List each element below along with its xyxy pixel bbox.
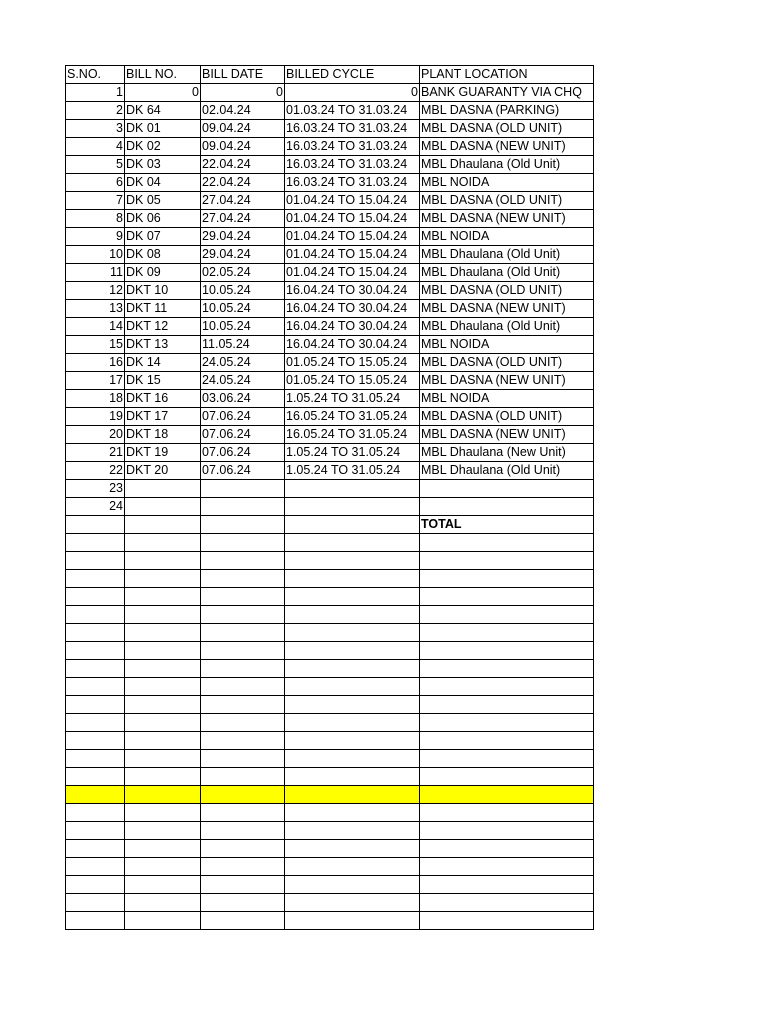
cell-bill-no[interactable]: DKT 17: [125, 408, 201, 426]
empty-cell[interactable]: [201, 696, 285, 714]
empty-cell[interactable]: [201, 606, 285, 624]
empty-cell[interactable]: [285, 534, 420, 552]
empty-cell[interactable]: [201, 678, 285, 696]
cell-bill-no[interactable]: DK 06: [125, 210, 201, 228]
empty-cell[interactable]: [420, 570, 594, 588]
table-row: [66, 264, 594, 282]
cell-bill-date[interactable]: 27.04.24: [201, 210, 285, 228]
empty-cell[interactable]: [66, 606, 125, 624]
cell-sno[interactable]: 3: [66, 120, 125, 138]
cell-bill-no[interactable]: DKT 12: [125, 318, 201, 336]
cell-sno[interactable]: 15: [66, 336, 125, 354]
cell-plant-location[interactable]: MBL NOIDA: [420, 174, 594, 192]
empty-cell[interactable]: [285, 750, 420, 768]
empty-row: [66, 822, 594, 840]
empty-row: [66, 840, 594, 858]
empty-cell[interactable]: [66, 750, 125, 768]
empty-cell[interactable]: [420, 624, 594, 642]
empty-cell[interactable]: [285, 822, 420, 840]
cell-bill-no[interactable]: DKT 16: [125, 390, 201, 408]
empty-row: [66, 696, 594, 714]
empty-cell[interactable]: [420, 732, 594, 750]
empty-cell[interactable]: [201, 660, 285, 678]
empty-cell[interactable]: [66, 804, 125, 822]
empty-cell[interactable]: [125, 858, 201, 876]
empty-cell[interactable]: [125, 804, 201, 822]
table-row: [66, 426, 594, 444]
empty-row: [66, 642, 594, 660]
total-row: [66, 516, 594, 534]
cell-sno[interactable]: 1: [66, 84, 125, 102]
empty-cell[interactable]: [285, 732, 420, 750]
cell-billed-cycle[interactable]: 16.05.24 TO 31.05.24: [285, 408, 420, 426]
empty-cell[interactable]: [66, 822, 125, 840]
empty-cell[interactable]: [125, 552, 201, 570]
cell-bill-no[interactable]: [125, 498, 201, 516]
cell-bill-date[interactable]: [201, 516, 285, 534]
cell-bill-date[interactable]: 07.06.24: [201, 426, 285, 444]
empty-cell[interactable]: [201, 822, 285, 840]
table-row: [66, 210, 594, 228]
empty-cell[interactable]: [66, 534, 125, 552]
empty-cell[interactable]: [125, 588, 201, 606]
table-row: [66, 480, 594, 498]
cell-sno[interactable]: [66, 516, 125, 534]
cell-billed-cycle[interactable]: 01.04.24 TO 15.04.24: [285, 210, 420, 228]
empty-cell[interactable]: [285, 714, 420, 732]
cell-bill-no[interactable]: DK 03: [125, 156, 201, 174]
cell-billed-cycle[interactable]: 01.03.24 TO 31.03.24: [285, 102, 420, 120]
empty-row: [66, 624, 594, 642]
empty-cell[interactable]: [66, 858, 125, 876]
cell-billed-cycle[interactable]: 01.04.24 TO 15.04.24: [285, 246, 420, 264]
cell-plant-location[interactable]: MBL DASNA (PARKING): [420, 102, 594, 120]
cell-billed-cycle[interactable]: 01.04.24 TO 15.04.24: [285, 192, 420, 210]
empty-row: [66, 894, 594, 912]
empty-cell[interactable]: [201, 588, 285, 606]
empty-cell[interactable]: [66, 552, 125, 570]
empty-row: [66, 534, 594, 552]
empty-cell[interactable]: [420, 822, 594, 840]
cell-bill-no[interactable]: DK 64: [125, 102, 201, 120]
empty-cell[interactable]: [201, 894, 285, 912]
cell-plant-location[interactable]: MBL Dhaulana (Old Unit): [420, 246, 594, 264]
cell-bill-no[interactable]: DK 15: [125, 372, 201, 390]
cell-bill-no[interactable]: DKT 20: [125, 462, 201, 480]
header-cell-bill-date[interactable]: BILL DATE: [201, 66, 285, 84]
cell-bill-date[interactable]: 07.06.24: [201, 444, 285, 462]
cell-bill-date[interactable]: 29.04.24: [201, 228, 285, 246]
cell-plant-location[interactable]: MBL DASNA (NEW UNIT): [420, 210, 594, 228]
cell-sno[interactable]: 4: [66, 138, 125, 156]
cell-bill-date[interactable]: 02.04.24: [201, 102, 285, 120]
empty-cell[interactable]: [201, 804, 285, 822]
empty-cell[interactable]: [201, 624, 285, 642]
empty-cell[interactable]: [201, 732, 285, 750]
cell-billed-cycle[interactable]: 16.04.24 TO 30.04.24: [285, 300, 420, 318]
cell-plant-location[interactable]: MBL Dhaulana (Old Unit): [420, 462, 594, 480]
bill-register-table: [65, 65, 594, 930]
cell-plant-location[interactable]: [420, 480, 594, 498]
cell-sno[interactable]: 2: [66, 102, 125, 120]
cell-billed-cycle[interactable]: 16.03.24 TO 31.03.24: [285, 156, 420, 174]
empty-cell[interactable]: [66, 894, 125, 912]
cell-bill-no[interactable]: DK 01: [125, 120, 201, 138]
table-row: [66, 156, 594, 174]
cell-sno[interactable]: 17: [66, 372, 125, 390]
empty-cell[interactable]: [420, 840, 594, 858]
header-row: [66, 66, 594, 84]
empty-cell[interactable]: [125, 678, 201, 696]
cell-plant-location[interactable]: [420, 498, 594, 516]
empty-cell[interactable]: [420, 786, 594, 804]
cell-sno[interactable]: 6: [66, 174, 125, 192]
empty-cell[interactable]: [66, 876, 125, 894]
empty-row: [66, 804, 594, 822]
cell-sno[interactable]: 9: [66, 228, 125, 246]
cell-bill-no[interactable]: DK 04: [125, 174, 201, 192]
empty-row: [66, 570, 594, 588]
cell-plant-location[interactable]: MBL DASNA (NEW UNIT): [420, 138, 594, 156]
table-row: [66, 138, 594, 156]
cell-bill-date[interactable]: [201, 480, 285, 498]
total-label[interactable]: TOTAL: [420, 516, 594, 534]
cell-sno[interactable]: 12: [66, 282, 125, 300]
empty-cell[interactable]: [125, 714, 201, 732]
cell-billed-cycle[interactable]: 01.04.24 TO 15.04.24: [285, 264, 420, 282]
cell-billed-cycle[interactable]: 16.05.24 TO 31.05.24: [285, 426, 420, 444]
empty-row: [66, 588, 594, 606]
cell-bill-no[interactable]: DKT 11: [125, 300, 201, 318]
empty-row: [66, 876, 594, 894]
cell-sno[interactable]: 8: [66, 210, 125, 228]
table-row: [66, 192, 594, 210]
cell-bill-no[interactable]: DKT 19: [125, 444, 201, 462]
empty-cell[interactable]: [420, 552, 594, 570]
cell-bill-no[interactable]: DK 05: [125, 192, 201, 210]
empty-row: [66, 858, 594, 876]
cell-billed-cycle[interactable]: 16.04.24 TO 30.04.24: [285, 336, 420, 354]
cell-billed-cycle[interactable]: 1.05.24 TO 31.05.24: [285, 444, 420, 462]
table-row: [66, 120, 594, 138]
cell-bill-date[interactable]: 24.05.24: [201, 354, 285, 372]
empty-cell[interactable]: [285, 786, 420, 804]
cell-bill-no[interactable]: DKT 10: [125, 282, 201, 300]
table-row: [66, 300, 594, 318]
cell-plant-location[interactable]: MBL Dhaulana (Old Unit): [420, 318, 594, 336]
table-row: [66, 354, 594, 372]
empty-row: [66, 768, 594, 786]
empty-row: [66, 552, 594, 570]
table-row: [66, 282, 594, 300]
empty-cell[interactable]: [66, 732, 125, 750]
empty-cell[interactable]: [201, 534, 285, 552]
empty-cell[interactable]: [201, 570, 285, 588]
empty-cell[interactable]: [420, 642, 594, 660]
cell-bill-date[interactable]: 0: [201, 84, 285, 102]
cell-bill-date[interactable]: 07.06.24: [201, 408, 285, 426]
cell-bill-no[interactable]: DK 09: [125, 264, 201, 282]
empty-cell[interactable]: [125, 660, 201, 678]
empty-cell[interactable]: [285, 642, 420, 660]
empty-cell[interactable]: [420, 696, 594, 714]
table-row: [66, 174, 594, 192]
cell-billed-cycle[interactable]: 16.04.24 TO 30.04.24: [285, 282, 420, 300]
empty-cell[interactable]: [285, 876, 420, 894]
empty-cell[interactable]: [201, 552, 285, 570]
empty-cell[interactable]: [420, 714, 594, 732]
empty-cell[interactable]: [420, 606, 594, 624]
cell-sno[interactable]: 16: [66, 354, 125, 372]
empty-cell[interactable]: [285, 804, 420, 822]
cell-plant-location[interactable]: MBL NOIDA: [420, 390, 594, 408]
empty-row: [66, 660, 594, 678]
cell-bill-date[interactable]: 11.05.24: [201, 336, 285, 354]
cell-plant-location[interactable]: MBL DASNA (NEW UNIT): [420, 372, 594, 390]
cell-sno[interactable]: 24: [66, 498, 125, 516]
empty-cell[interactable]: [125, 570, 201, 588]
cell-plant-location[interactable]: BANK GUARANTY VIA CHQ: [420, 84, 594, 102]
cell-billed-cycle[interactable]: 01.05.24 TO 15.05.24: [285, 354, 420, 372]
cell-billed-cycle[interactable]: 0: [285, 84, 420, 102]
empty-cell[interactable]: [66, 678, 125, 696]
cell-bill-date[interactable]: 10.05.24: [201, 318, 285, 336]
cell-plant-location[interactable]: MBL Dhaulana (Old Unit): [420, 264, 594, 282]
empty-cell[interactable]: [125, 876, 201, 894]
cell-bill-date[interactable]: 10.05.24: [201, 300, 285, 318]
empty-cell[interactable]: [125, 768, 201, 786]
cell-sno[interactable]: 14: [66, 318, 125, 336]
table-row: [66, 462, 594, 480]
empty-cell[interactable]: [66, 660, 125, 678]
table-row: [66, 498, 594, 516]
header-cell-sno[interactable]: S.NO.: [66, 66, 125, 84]
cell-bill-date[interactable]: 03.06.24: [201, 390, 285, 408]
empty-cell[interactable]: [285, 570, 420, 588]
empty-cell[interactable]: [285, 840, 420, 858]
empty-cell[interactable]: [66, 642, 125, 660]
empty-cell[interactable]: [125, 912, 201, 930]
empty-cell[interactable]: [420, 588, 594, 606]
empty-cell[interactable]: [125, 732, 201, 750]
cell-bill-date[interactable]: 29.04.24: [201, 246, 285, 264]
cell-billed-cycle[interactable]: 01.05.24 TO 15.05.24: [285, 372, 420, 390]
empty-cell[interactable]: [125, 624, 201, 642]
cell-sno[interactable]: 20: [66, 426, 125, 444]
empty-row: [66, 912, 594, 930]
cell-sno[interactable]: 21: [66, 444, 125, 462]
empty-cell[interactable]: [285, 606, 420, 624]
cell-plant-location[interactable]: MBL Dhaulana (New Unit): [420, 444, 594, 462]
empty-row: [66, 606, 594, 624]
cell-plant-location[interactable]: MBL DASNA (OLD UNIT): [420, 282, 594, 300]
cell-sno[interactable]: 13: [66, 300, 125, 318]
empty-cell[interactable]: [201, 786, 285, 804]
cell-bill-date[interactable]: 24.05.24: [201, 372, 285, 390]
cell-plant-location[interactable]: MBL NOIDA: [420, 336, 594, 354]
empty-cell[interactable]: [125, 786, 201, 804]
empty-cell[interactable]: [285, 768, 420, 786]
empty-cell[interactable]: [420, 750, 594, 768]
cell-billed-cycle[interactable]: 1.05.24 TO 31.05.24: [285, 390, 420, 408]
cell-bill-no[interactable]: DKT 18: [125, 426, 201, 444]
empty-cell[interactable]: [420, 804, 594, 822]
cell-billed-cycle[interactable]: 16.04.24 TO 30.04.24: [285, 318, 420, 336]
cell-plant-location[interactable]: MBL DASNA (NEW UNIT): [420, 300, 594, 318]
cell-bill-no[interactable]: [125, 516, 201, 534]
cell-bill-date[interactable]: 27.04.24: [201, 192, 285, 210]
empty-cell[interactable]: [420, 894, 594, 912]
cell-billed-cycle[interactable]: 16.03.24 TO 31.03.24: [285, 138, 420, 156]
table-row: [66, 336, 594, 354]
cell-billed-cycle[interactable]: 16.03.24 TO 31.03.24: [285, 120, 420, 138]
empty-cell[interactable]: [285, 894, 420, 912]
empty-cell[interactable]: [420, 876, 594, 894]
cell-plant-location[interactable]: MBL DASNA (NEW UNIT): [420, 426, 594, 444]
table-row: [66, 372, 594, 390]
cell-bill-date[interactable]: 10.05.24: [201, 282, 285, 300]
cell-billed-cycle[interactable]: [285, 516, 420, 534]
empty-cell[interactable]: [285, 624, 420, 642]
cell-bill-date[interactable]: 09.04.24: [201, 120, 285, 138]
empty-row: [66, 750, 594, 768]
empty-cell[interactable]: [285, 660, 420, 678]
table-row: [66, 84, 594, 102]
table-row: [66, 318, 594, 336]
cell-plant-location[interactable]: MBL DASNA (OLD UNIT): [420, 354, 594, 372]
empty-cell[interactable]: [125, 696, 201, 714]
highlighted-empty-row: [66, 786, 594, 804]
cell-plant-location[interactable]: MBL Dhaulana (Old Unit): [420, 156, 594, 174]
table-row: [66, 228, 594, 246]
cell-sno[interactable]: 23: [66, 480, 125, 498]
empty-cell[interactable]: [201, 750, 285, 768]
empty-row: [66, 678, 594, 696]
cell-bill-no[interactable]: DK 02: [125, 138, 201, 156]
empty-cell[interactable]: [66, 912, 125, 930]
table-row: [66, 246, 594, 264]
table-row: [66, 444, 594, 462]
empty-cell[interactable]: [66, 588, 125, 606]
empty-cell[interactable]: [285, 588, 420, 606]
header-cell-billed-cycle[interactable]: BILLED CYCLE: [285, 66, 420, 84]
cell-bill-date[interactable]: 07.06.24: [201, 462, 285, 480]
cell-plant-location[interactable]: MBL DASNA (OLD UNIT): [420, 120, 594, 138]
empty-row: [66, 732, 594, 750]
empty-cell[interactable]: [285, 912, 420, 930]
cell-sno[interactable]: 19: [66, 408, 125, 426]
empty-cell[interactable]: [66, 786, 125, 804]
cell-billed-cycle[interactable]: 01.04.24 TO 15.04.24: [285, 228, 420, 246]
empty-cell[interactable]: [201, 840, 285, 858]
empty-cell[interactable]: [420, 768, 594, 786]
cell-bill-date[interactable]: 22.04.24: [201, 174, 285, 192]
empty-cell[interactable]: [66, 714, 125, 732]
cell-bill-date[interactable]: 09.04.24: [201, 138, 285, 156]
empty-cell[interactable]: [125, 606, 201, 624]
empty-cell[interactable]: [125, 822, 201, 840]
empty-cell[interactable]: [66, 696, 125, 714]
header-cell-plant-location[interactable]: PLANT LOCATION: [420, 66, 594, 84]
empty-cell[interactable]: [201, 876, 285, 894]
cell-billed-cycle[interactable]: 1.05.24 TO 31.05.24: [285, 462, 420, 480]
cell-bill-date[interactable]: [201, 498, 285, 516]
empty-cell[interactable]: [420, 912, 594, 930]
cell-bill-no[interactable]: 0: [125, 84, 201, 102]
cell-bill-no[interactable]: DK 07: [125, 228, 201, 246]
cell-sno[interactable]: 10: [66, 246, 125, 264]
cell-bill-no[interactable]: DK 14: [125, 354, 201, 372]
empty-cell[interactable]: [125, 840, 201, 858]
cell-sno[interactable]: 11: [66, 264, 125, 282]
empty-cell[interactable]: [285, 678, 420, 696]
empty-cell[interactable]: [201, 714, 285, 732]
empty-cell[interactable]: [125, 534, 201, 552]
cell-plant-location[interactable]: MBL DASNA (OLD UNIT): [420, 408, 594, 426]
empty-cell[interactable]: [201, 642, 285, 660]
empty-cell[interactable]: [420, 660, 594, 678]
empty-cell[interactable]: [66, 768, 125, 786]
cell-bill-date[interactable]: 22.04.24: [201, 156, 285, 174]
cell-billed-cycle[interactable]: [285, 498, 420, 516]
cell-billed-cycle[interactable]: [285, 480, 420, 498]
empty-cell[interactable]: [420, 534, 594, 552]
empty-cell[interactable]: [201, 912, 285, 930]
cell-bill-no[interactable]: DK 08: [125, 246, 201, 264]
cell-billed-cycle[interactable]: 16.03.24 TO 31.03.24: [285, 174, 420, 192]
empty-cell[interactable]: [66, 624, 125, 642]
cell-sno[interactable]: 22: [66, 462, 125, 480]
cell-bill-no[interactable]: DKT 13: [125, 336, 201, 354]
cell-bill-no[interactable]: [125, 480, 201, 498]
empty-row: [66, 714, 594, 732]
table-row: [66, 390, 594, 408]
empty-cell[interactable]: [420, 858, 594, 876]
empty-cell[interactable]: [125, 894, 201, 912]
empty-cell[interactable]: [125, 750, 201, 768]
table-row: [66, 408, 594, 426]
cell-plant-location[interactable]: MBL DASNA (OLD UNIT): [420, 192, 594, 210]
empty-cell[interactable]: [66, 570, 125, 588]
cell-sno[interactable]: 18: [66, 390, 125, 408]
cell-sno[interactable]: 7: [66, 192, 125, 210]
table-row: [66, 102, 594, 120]
table-body: [66, 66, 594, 930]
cell-sno[interactable]: 5: [66, 156, 125, 174]
cell-bill-date[interactable]: 02.05.24: [201, 264, 285, 282]
empty-cell[interactable]: [285, 696, 420, 714]
empty-cell[interactable]: [420, 678, 594, 696]
empty-cell[interactable]: [285, 552, 420, 570]
empty-cell[interactable]: [66, 840, 125, 858]
empty-cell[interactable]: [201, 768, 285, 786]
empty-cell[interactable]: [201, 858, 285, 876]
cell-plant-location[interactable]: MBL NOIDA: [420, 228, 594, 246]
empty-cell[interactable]: [285, 858, 420, 876]
header-cell-bill-no[interactable]: BILL NO.: [125, 66, 201, 84]
empty-cell[interactable]: [125, 642, 201, 660]
